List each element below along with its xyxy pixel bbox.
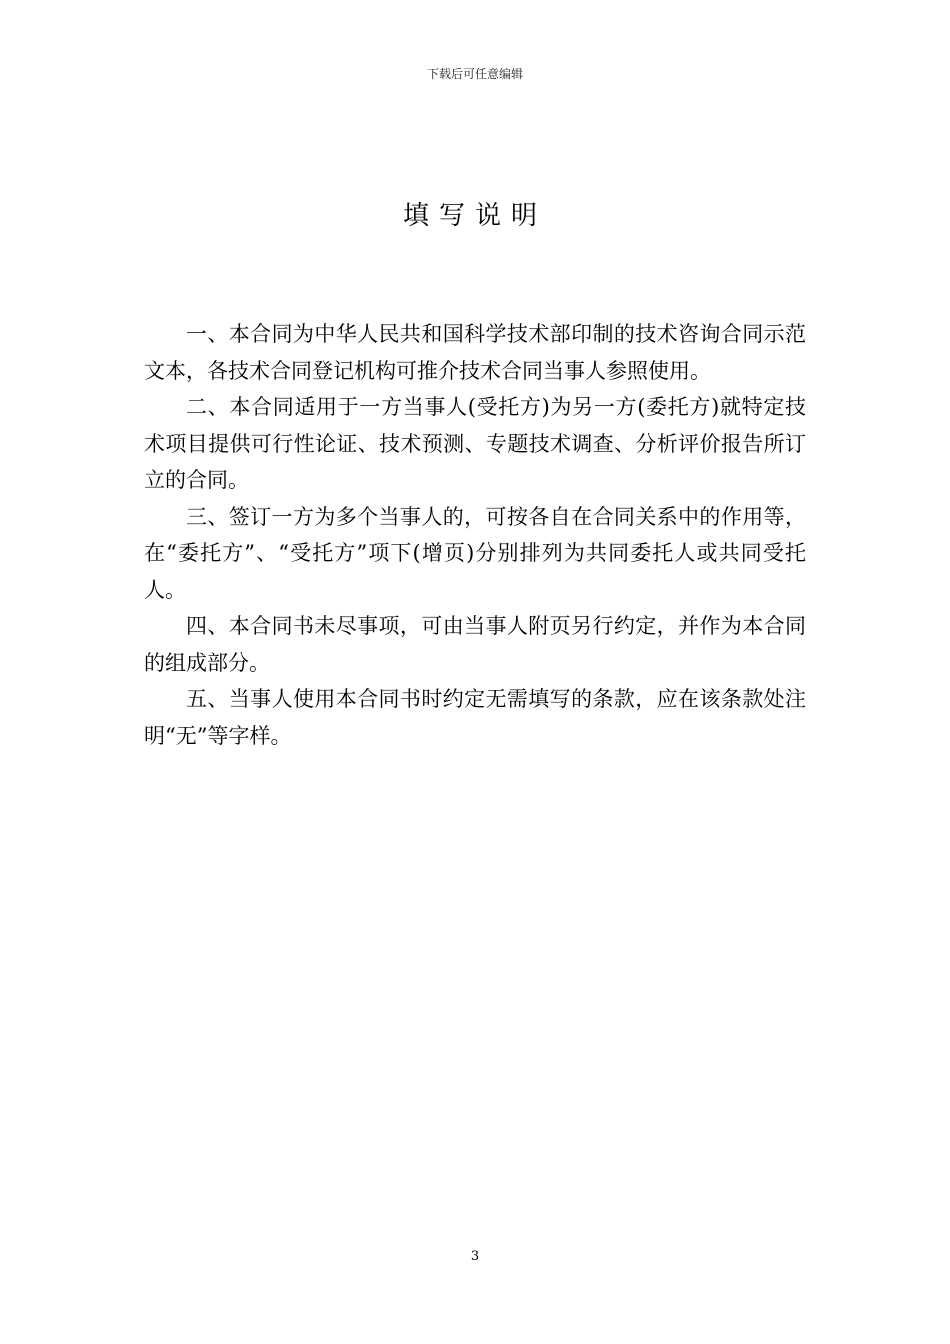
document-title: 填写说明 <box>402 201 547 231</box>
paragraph-1: 一、本合同为中华人民共和国科学技术部印制的技术咨询合同示范文本，各技术合同登记机构可推介技术合同当事人参照使用。 <box>144 322 806 383</box>
paragraph-4: 四、本合同书未尽事项，可由当事人附页另行约定，并作为本合同的组成部分。 <box>144 614 806 675</box>
paragraph-2: 二、本合同适用于一方当事人(受托方)为另一方(委托方)就特定技术项目提供可行性论证、技术预测、专题技术调查、分析评价报告所订立的合同。 <box>144 395 806 492</box>
header-note: 下载后可任意编辑 <box>426 67 523 81</box>
page-number: 3 <box>470 1249 480 1264</box>
document-body <box>144 316 806 754</box>
paragraph-5: 五、当事人使用本合同书时约定无需填写的条款，应在该条款处注明“无”等字样。 <box>144 687 806 748</box>
paragraph-3: 三、签订一方为多个当事人的，可按各自在合同关系中的作用等，在“委托方”、“受托方”项下(增页)分别排列为共同委托人或共同受托人。 <box>144 504 806 602</box>
